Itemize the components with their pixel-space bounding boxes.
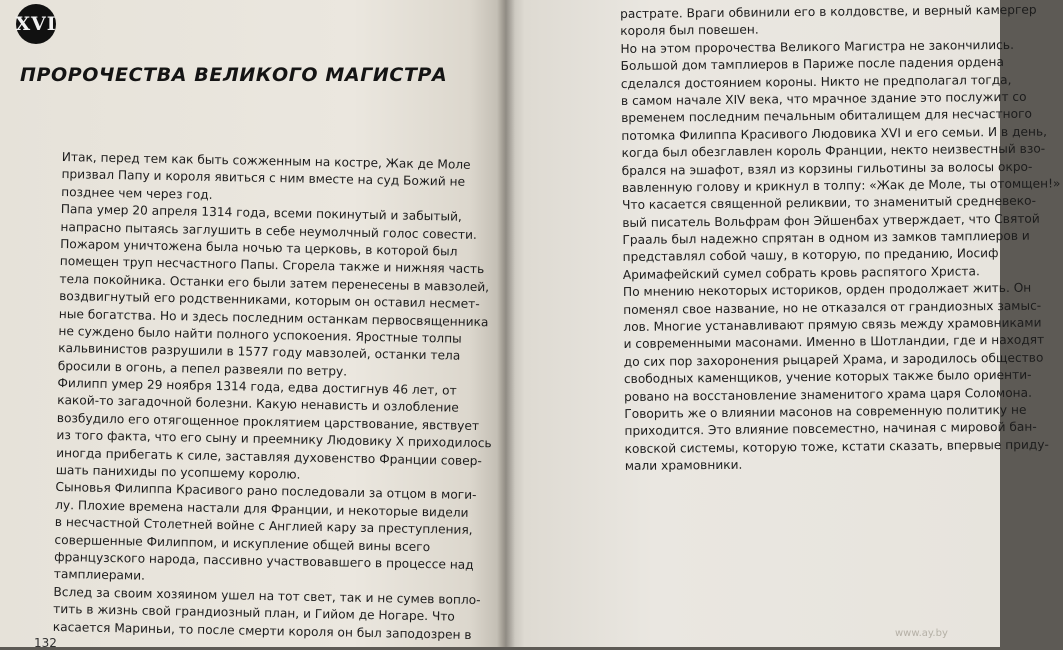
- text-line: до сих пор захоронения рыцарей Храма, и зародилось общество: [623, 350, 1044, 369]
- text-line: и современными масонами. Именно в Шотландии, где и находят: [623, 332, 1045, 352]
- watermark: www.ay.by: [895, 628, 948, 639]
- text-line: тамплиерами.: [53, 567, 146, 584]
- text-line: сделался достоянием короны. Никто не предполагал тогда,: [620, 72, 1012, 91]
- text-line: ные богатства. Но и здесь последним останкам первосвященника: [58, 306, 489, 329]
- text-line: не суждено было найти полного успокоения. Яростные толпы: [58, 323, 462, 346]
- text-line: растрате. Враги обвинили его в колдовстве, и верный камергер: [620, 2, 1037, 21]
- text-line: короля был повешен.: [620, 22, 759, 39]
- text-line: какой-то загадочной болезни. Какую ненависть и озлобление: [57, 393, 459, 416]
- book-gutter: [497, 0, 515, 647]
- text-line: Аримафейский сумел собрать кровь распятого Христа.: [622, 264, 980, 282]
- chapter-number: XVI: [15, 13, 57, 35]
- text-line: ковской системы, которую тоже, кстати сказать, впервые приду-: [624, 437, 1049, 456]
- text-line: ровано на восстановление знаменитого храма царя Соломона.: [624, 385, 1032, 404]
- text-line: когда был обезглавлен король Франции, некто неизвестный взо-: [621, 141, 1046, 161]
- left-page-text: [53, 149, 498, 644]
- text-line: поменял свое название, но не отказался от грандиозных замыс-: [623, 298, 1042, 317]
- text-line: Говорить же о влиянии масонов на современную политику не: [624, 402, 1027, 421]
- text-line: воздвигнутый его родственниками, которым он оставил несмет-: [59, 289, 480, 312]
- text-line: тить в жизнь свой грандиозный план, и Гийом де Ногаре. Что: [53, 602, 455, 624]
- text-line: Сыновья Филиппа Красивого рано последовали за отцом в моги-: [55, 480, 477, 503]
- text-line: позднее чем через год.: [61, 184, 213, 202]
- right-page-text: [620, 1, 1063, 475]
- text-line: Большой дом тамплиеров в Париже после падения ордена: [620, 55, 1005, 74]
- text-line: Вслед за своим хозяином ушел на тот свет, так и не сумев вопло-: [53, 584, 481, 607]
- text-line: лов. Многие устанавливают прямую связь между храмовниками: [623, 315, 1042, 335]
- text-line: Итак, перед тем как быть сожженным на костре, Жак де Моле: [61, 149, 471, 172]
- text-line: напрасно пытаясь заглушить в себе неумолчный голос совести.: [60, 219, 477, 242]
- text-line: кальвинистов разрушили в 1577 году мавзолей, останки тела: [58, 341, 461, 363]
- text-line: временем последним печальным обиталищем для несчастного: [621, 107, 1033, 126]
- text-line: По мнению некоторых историков, орден продолжает жить. Он: [622, 280, 1032, 300]
- text-line: помещен труп несчастного Папы. Сгорела также и нижняя часть: [59, 254, 485, 277]
- text-line: брался на эшафот, взял из корзины гильотины за волосы окро-: [621, 159, 1033, 178]
- left-page: [0, 0, 505, 650]
- text-line: в самом начале XIV века, что мрачное здание это послужит со: [620, 89, 1027, 108]
- text-line: касается Мариньи, то после смерти короля он был заподозрен в: [52, 619, 472, 642]
- text-line: Филипп умер 29 ноября 1314 года, едва достигнув 46 лет, от: [57, 376, 457, 398]
- text-line: из того факта, что его сыну и преемнику Людовику X приходилось: [56, 428, 492, 451]
- text-line: Что касается священной реликвии, то знаменитый средневеко-: [622, 193, 1037, 213]
- text-line: мали храмовники.: [624, 457, 743, 474]
- text-line: вавленную голову и крикнул в толпу: «Жак де Моле, ты отомщен!»: [621, 176, 1061, 195]
- text-line: вый писатель Вольфрам фон Эйшенбах утверждает, что Святой: [622, 211, 1040, 230]
- chapter-number-badge: [16, 4, 56, 44]
- text-line: шать панихиды по усопшему королю.: [55, 462, 301, 482]
- chapter-title: ПРОРОЧЕСТВА ВЕЛИКОГО МАГИСТРА: [20, 64, 448, 86]
- text-line: Папа умер 20 апреля 1314 года, всеми покинутый и забытый,: [60, 202, 462, 224]
- page-number: 132: [34, 636, 57, 650]
- text-line: приходится. Это влияние повсеместно, начиная с мировой бан-: [624, 420, 1037, 439]
- text-line: Грааль был надежно спрятан в одном из замков тамплиеров и: [622, 228, 1030, 248]
- text-line: представлял собой чашу, в которую, по преданию, Иосиф: [622, 246, 999, 265]
- text-line: свободных каменщиков, учение которых также было ориенти-: [623, 367, 1032, 387]
- text-line: возбудило его отягощенное проклятием царствование, явствует: [56, 410, 480, 433]
- text-line: призвал Папу и короля явиться с ним вместе на суд Божий не: [61, 167, 466, 190]
- text-line: иногда прибегать к силе, заставляя духовенство Франции совер-: [56, 445, 482, 468]
- text-line: потомка Филиппа Красивого Людовика XVI и его семьи. И в день,: [621, 124, 1048, 143]
- text-line: лу. Плохие времена настали для Франции, и некоторые видели: [55, 497, 469, 520]
- text-line: французского народа, пассивно участвовавшего в процессе над: [54, 549, 474, 572]
- text-line: тела покойника. Останки его были затем перенесены в мавзолей,: [59, 271, 490, 294]
- text-line: совершенные Филиппом, и искупление общей вины всего: [54, 532, 431, 554]
- text-line: в несчастной Столетней войне с Англией кару за преступления,: [54, 515, 473, 538]
- text-line: Но на этом пророчества Великого Магистра не закончились.: [620, 37, 1014, 56]
- text-line: бросили в огонь, а пепел развеяли по ветру.: [57, 358, 348, 379]
- text-line: Пожаром уничтожена была ночью та церковь, в которой был: [60, 236, 458, 259]
